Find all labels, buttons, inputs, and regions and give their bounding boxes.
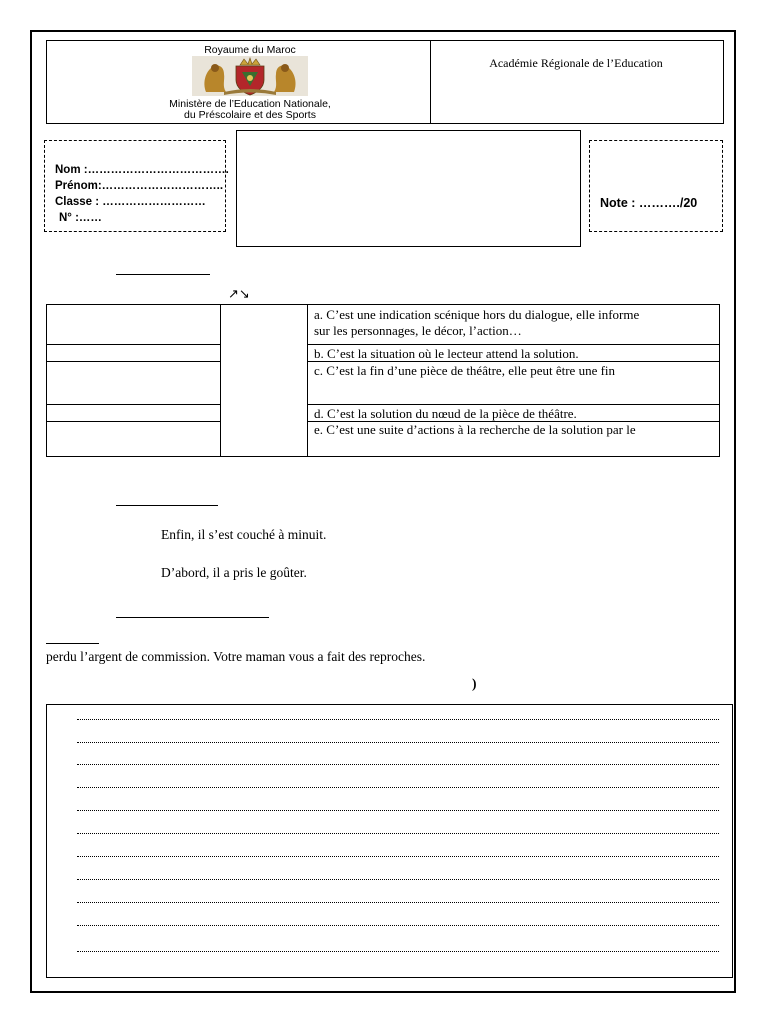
- table-row-divider: [47, 421, 220, 422]
- writing-area[interactable]: [46, 704, 733, 978]
- arrows-icon: ↗↘: [228, 286, 250, 301]
- ministry-label-line2: du Préscolaire et des Sports: [184, 109, 316, 121]
- note-field[interactable]: Note : ………./20: [600, 196, 698, 210]
- table-row-divider: [307, 404, 719, 405]
- writing-line[interactable]: [77, 856, 719, 857]
- writing-line[interactable]: [77, 951, 719, 952]
- table-column-divider: [220, 305, 221, 456]
- sentence-1: Enfin, il s’est couché à minuit.: [161, 527, 327, 542]
- ministry-logo-block: [100, 44, 400, 120]
- kingdom-label: Royaume du Maroc: [204, 44, 296, 56]
- definition-e: e. C’est une suite d’actions à la recherche de la solution par le: [314, 422, 636, 437]
- matching-table: [46, 304, 720, 457]
- writing-line[interactable]: [77, 833, 719, 834]
- sentence-2: D’abord, il a pris le goûter.: [161, 565, 307, 580]
- table-row-divider: [47, 404, 220, 405]
- definition-a: a. C’est une indication scénique hors du dialogue, elle informe sur les personnages, le décor, l’action…: [314, 307, 640, 338]
- student-info-box: [44, 140, 229, 232]
- writing-line[interactable]: [77, 810, 719, 811]
- definition-c: c. C’est la fin d’une pièce de théâtre, elle peut être une fin: [314, 363, 616, 378]
- table-row-divider: [307, 344, 719, 345]
- numero-field[interactable]: N° :……: [59, 212, 102, 224]
- writing-line[interactable]: [77, 925, 719, 926]
- writing-line[interactable]: [77, 879, 719, 880]
- note-box: [589, 140, 723, 232]
- header-divider: [430, 40, 431, 124]
- ministry-label-line1: Ministère de l’Education Nationale,: [169, 98, 331, 110]
- definition-b: b. C’est la situation où le lecteur attend la solution.: [314, 346, 579, 361]
- prenom-field[interactable]: Prénom:…………………………..: [55, 180, 224, 192]
- writing-heading-underline: [46, 643, 99, 644]
- table-row-divider: [47, 344, 220, 345]
- table-column-divider: [307, 305, 308, 456]
- writing-line[interactable]: [77, 787, 719, 788]
- writing-line[interactable]: [77, 764, 719, 765]
- definition-d: d. C’est la solution du nœud de la pièce de théâtre.: [314, 406, 577, 421]
- closing-parenthesis: ): [472, 676, 477, 691]
- classe-field[interactable]: Classe : ………………………: [55, 196, 206, 208]
- writing-prompt: perdu l’argent de commission. Votre maman vous a fait des reproches.: [46, 649, 426, 664]
- title-box: [236, 130, 581, 247]
- exercise-3-heading-underline: [116, 617, 269, 618]
- writing-line[interactable]: [77, 719, 719, 720]
- nom-field[interactable]: Nom :……………………………….: [55, 164, 229, 176]
- coat-of-arms-icon: [192, 56, 308, 96]
- table-row-divider: [47, 361, 220, 362]
- exercise-2-heading-underline: [116, 505, 218, 506]
- exercise-1-heading-underline: [116, 274, 210, 275]
- academie-label: Académie Régionale de l’Education: [489, 56, 663, 70]
- writing-line[interactable]: [77, 902, 719, 903]
- writing-line[interactable]: [77, 742, 719, 743]
